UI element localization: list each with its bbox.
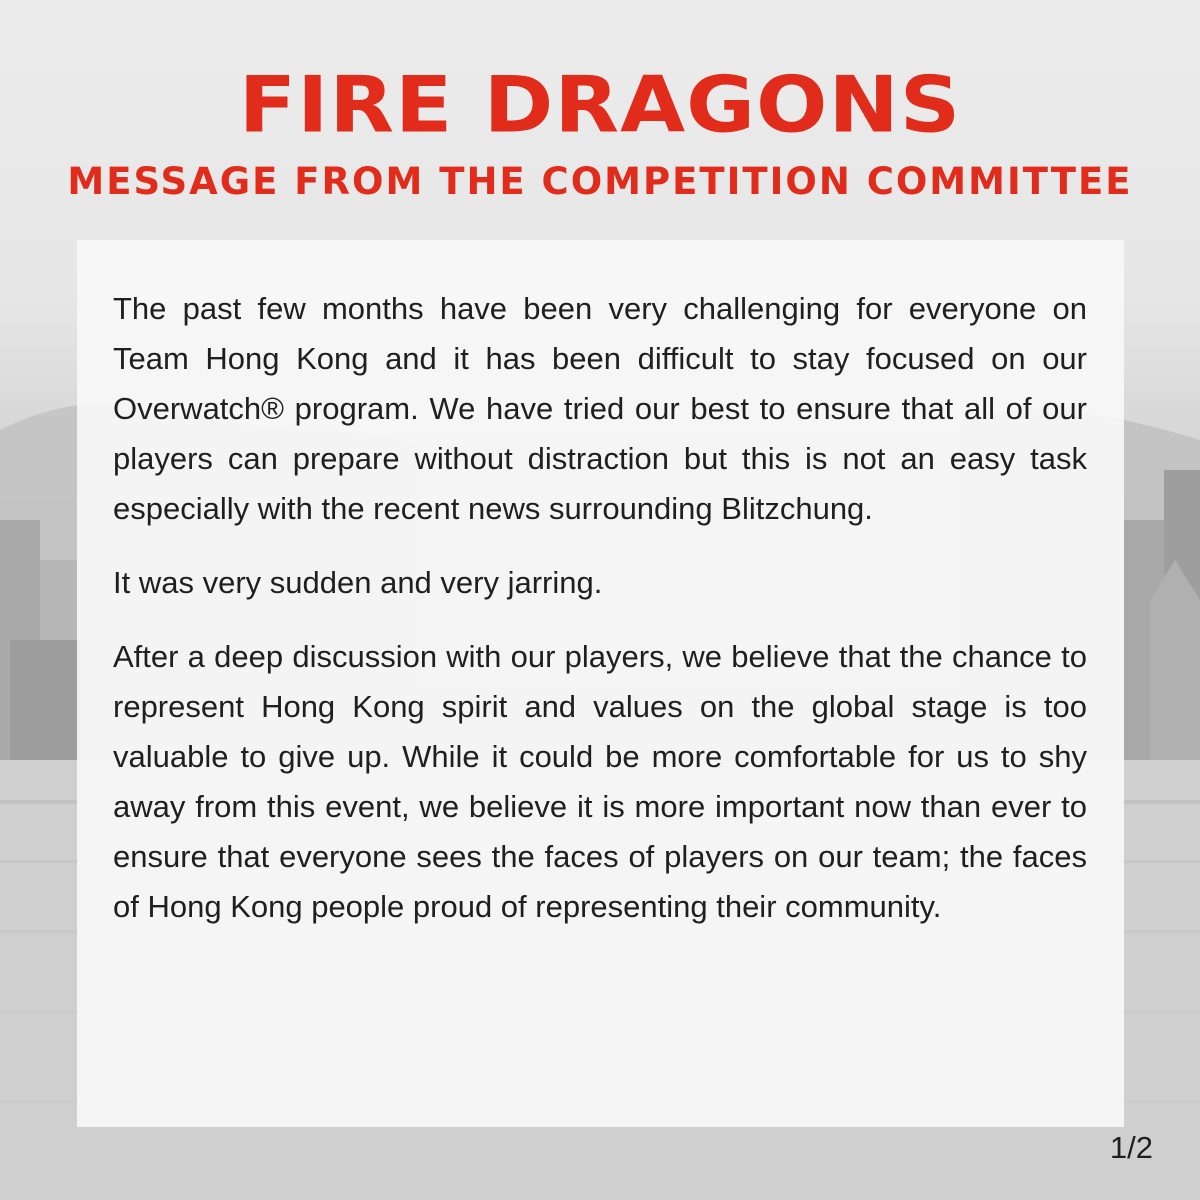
message-paragraph-3: After a deep discussion with our players, we believe that the chance to represent Hong Kong spirit and values on the global stage is too valuable to give up. While it could be more comfortable for us to shy away from this event, we believe it is more important now than ever to ensure that everyone sees the faces of players on our team; the faces of Hong Kong people proud of representing their community. [113, 639, 1087, 924]
page-indicator: 1/2 [1109, 1130, 1153, 1165]
page-title: FIRE DRAGONS [238, 59, 962, 151]
message-paragraph-1: The past few months have been very challenging for everyone on Team Hong Kong and it has been difficult to stay focused on our Overwatch® program. We have tried our best to ensure that all of our players can prepare without distraction but this is not an easy task especially with the recent news surrounding Blitzchung. [113, 291, 1087, 526]
message-paragraph-2: It was very sudden and very jarring. [113, 565, 603, 600]
header [0, 60, 1200, 204]
message-card [77, 240, 1124, 1127]
page-subtitle: MESSAGE FROM THE COMPETITION COMMITTEE [67, 160, 1133, 203]
